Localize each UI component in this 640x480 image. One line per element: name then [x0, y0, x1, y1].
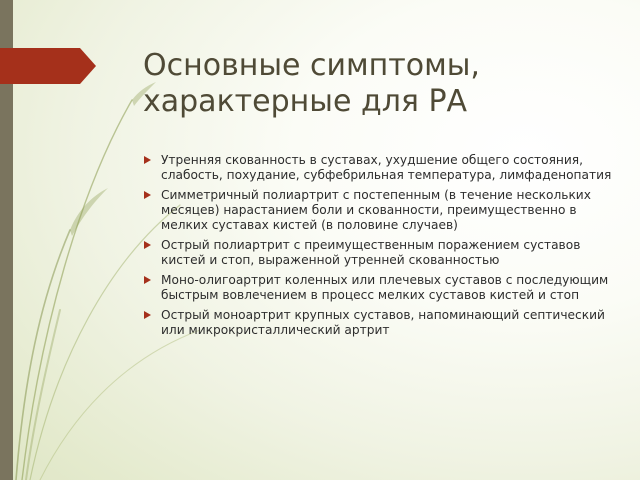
bullet-item	[144, 238, 614, 268]
bullet-text: Моно-олигоартрит коленных или плечевых суставов с последующим быстрым вовлечением в процесс мелких суставов кистей и стоп	[161, 273, 609, 302]
triangle-bullet-icon	[144, 191, 151, 199]
triangle-bullet-icon	[144, 311, 151, 319]
bullet-text: Утренняя скованность в суставах, ухудшение общего состояния, слабость, похудание, субфебрильная температура, лимфаденопатия	[161, 153, 612, 182]
bullet-text: Симметричный полиартрит с постепенным (в течение нескольких месяцев) нарастанием боли и скованности, преимущественно в мелких суставах кистей (в половине случаев)	[161, 188, 591, 232]
bullet-text: Острый полиартрит с преимущественным поражением суставов кистей и стоп, выраженной утренней скованностью	[161, 238, 581, 267]
bullet-item	[144, 153, 614, 183]
triangle-bullet-icon	[144, 276, 151, 284]
bullet-item	[144, 188, 614, 233]
bullet-list	[144, 153, 614, 343]
slide-title: Основные симптомы, характерные для РА	[143, 48, 480, 119]
bullet-text: Острый моноартрит крупных суставов, напоминающий септический или микрокристаллический артрит	[161, 308, 605, 337]
bullet-item	[144, 273, 614, 303]
bullet-item	[144, 308, 614, 338]
triangle-bullet-icon	[144, 241, 151, 249]
triangle-bullet-icon	[144, 156, 151, 164]
title-arrow-tab	[0, 48, 96, 84]
